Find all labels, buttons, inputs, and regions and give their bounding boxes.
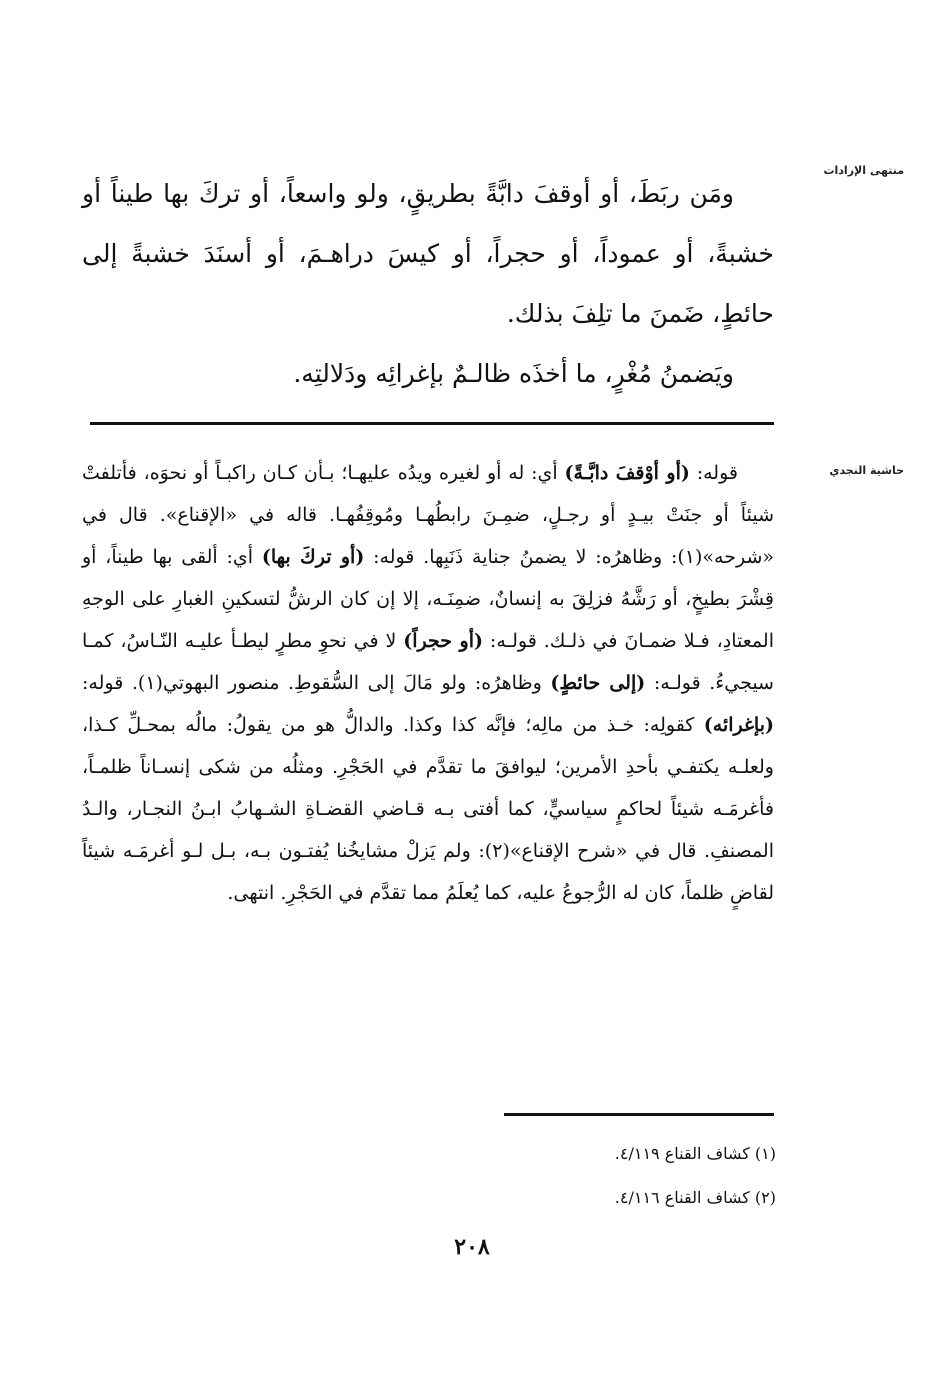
section-divider <box>90 422 774 425</box>
footnote-rule <box>504 1113 774 1116</box>
quoted-phrase: (أو تركَ بها) <box>261 546 365 568</box>
page-number: ٢٠٨ <box>454 1234 490 1260</box>
matn-paragraph: ويَضمنُ مُغْرٍ، ما أخذَه ظالـمٌ بإغرائِه ودَلالتِه. <box>293 359 734 388</box>
matn-paragraph: ومَن ربَطَ، أو أوقفَ دابَّةً بطريقٍ، ولو واسعاً، أو تركَ بها طيناً أو خشبةً، أو عموداً، أو حجراً، أو كيسَ دراهـمَ، أو أسنَدَ خشبةً إلى حائطٍ، ضَمنَ ما تلِفَ بذلك. <box>82 179 774 328</box>
footnote: (٢) كشاف القناع ٤/١١٦. <box>614 1188 776 1207</box>
hashiya-paragraph <box>82 452 774 914</box>
hashiya-run: قوله: <box>689 462 738 484</box>
hashiya-run: وظاهرُه: ولو مَالَ إلى السُّقوطِ. منصور البهوتي(١). قوله: <box>82 672 551 694</box>
matn-text <box>82 164 774 404</box>
hashiya-run: كقولِه: خـذ من مالِه؛ فإنَّه كذا وكذا. والدالُّ هو من يقولُ: مالُه بمحـلِّ كـذا، ولعلـه يكتفـي بأحدِ الأمرين؛ ليوافقَ ما تقدَّم في الحَجْرِ. ومثلُه من شكى إنسـاناً ظلمـاً، فأغرمَـه شيئاً لحاكمٍ سياسيٍّ، كما أفتى بـه قـاضي القضـاةِ الشـهابُ ابـنُ النجـار، والـدُ المصنفِ. قال في «شرح الإقناع»(٢): ولم يَزلْ مشايخُنا يُفتـون بـه، بـل لـو أغرمَـه شيئاً لقاضٍ ظلماً، كان له الرُّجوعُ عليه، كما يُعلَمُ مما تقدَّم في الحَجْرِ. انتهى. <box>82 714 774 904</box>
hashiya-text <box>82 452 774 914</box>
footnote: (١) كشاف القناع ٤/١١٩. <box>614 1144 776 1163</box>
hashiya-run: لا في نحوِ مطرٍ ليطـأ عليـه النّـاسُ، كمـا سيجيءُ. قولـه: <box>82 630 774 694</box>
hashiya-run: أي: ألقى بها طيناً، أو قِشْرَ بطيخٍ، أو رَشَّهُ فزلِقَ به إنسانٌ، ضمِنَـه، إلا إن كان الرشُّ لتسكينِ الغبارِ على الوجهِ المعتادِ، فـلا ضمـانَ في ذلـك. قولـه: <box>82 546 774 652</box>
footnotes <box>300 1132 776 1220</box>
side-label-matn: منتهى الإرادات <box>823 164 904 177</box>
quoted-phrase: (بإغرائه) <box>703 714 774 736</box>
quoted-phrase: (أو حجراً) <box>403 630 483 652</box>
quoted-phrase: (أو أوْقفَ دابَّـةً) <box>564 462 690 484</box>
hashiya-run: أي: له أو لغيره ويدُه عليهـا؛ بـأن كـان راكبـاً أو نحوَه، فأتلفتْ شيئاً أو جنَتْ بيـدٍ أو رجـلٍ، ضمِـنَ رابطُهـا ومُوقِفُهـا. قاله في «الإقناع». قال في «شرحه»(١): وظاهرُه: لا يضمنُ جناية ذَنَبِها. قوله: <box>82 462 774 568</box>
quoted-phrase: (إلى حائطٍ) <box>550 672 646 694</box>
side-label-hashiya: حاشية النجدي <box>829 464 904 477</box>
